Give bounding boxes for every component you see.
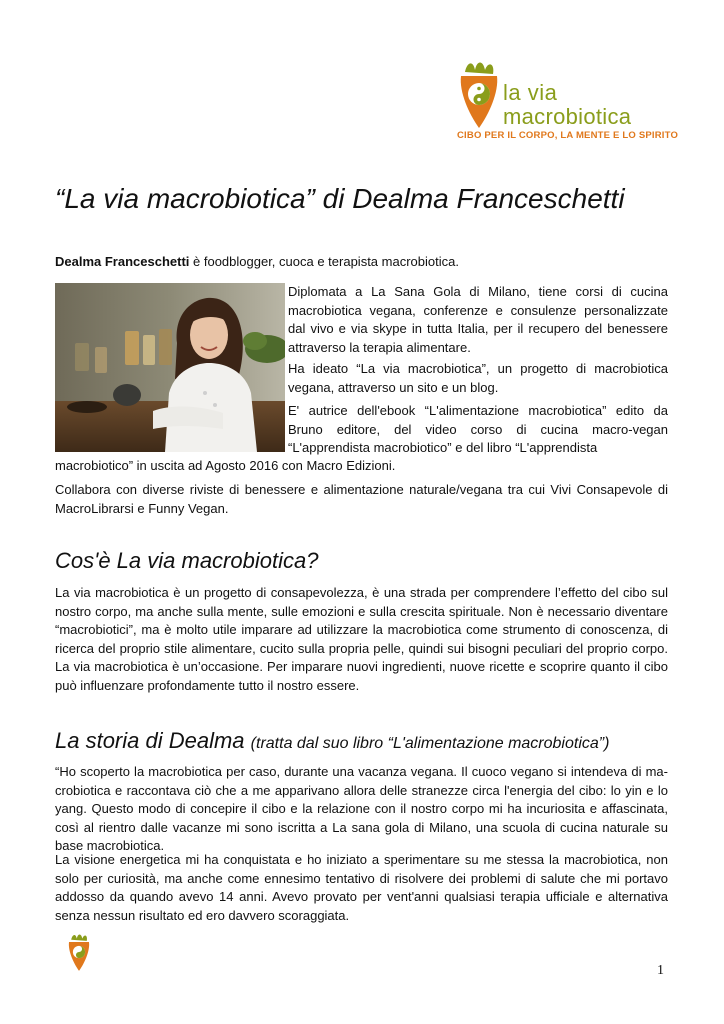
section2-heading-main: La storia di Dealma [55,728,245,753]
page-title: “La via macrobiotica” di Dealma Franceschetti [55,183,625,214]
logo-text-line2: macrobiotica [503,104,632,129]
section-heading-cos-e: Cos'è La via macrobiotica? [55,548,319,573]
section2-subheading: (tratta dal suo libro “L'alimentazione macrobiotica”) [250,735,610,752]
intro-rest: è foodblogger, cuoca e terapista macrobiotica. [189,254,459,269]
author-photo [55,283,285,452]
section1-body: La via macrobiotica è un progetto di consapevolezza, è una strada per comprendere l’effetto del cibo sul nostro corpo, ma anche sulla mente, sulle emozioni e sulla crescita spirituale. Non è necessario diventare “macrobiotici”, ma è molto utile imparare ad utilizzare la macrobiotica come strumento di conoscenza, di ricerca del proprio stile alimentare, cucito sulla propria pelle, quindi sui bisogni peculiari del proprio corpo. La via macrobiotica è un’occasione. Per imparare nuovi ingredienti, nuove ricette e scoprire quanto il cibo può influenzare profondamente tutto il nostro essere. [55,585,668,693]
logo-text-line1: la via [503,80,558,105]
bio-paragraph-4: Collabora con diverse riviste di benessere e alimentazione naturale/vegana tra cui Vivi Consapevole di MacroLibrarsi e Funny Vegan. [55,482,668,516]
logo-tagline: CIBO PER IL CORPO, LA MENTE E LO SPIRITO [457,130,679,141]
section-heading-storia [55,728,609,754]
bio-paragraph-2: Ha ideato “La via macrobiotica”, un progetto di macrobiotica vegana, attraverso un sito e un blog. [288,361,668,395]
bio-paragraph-1: Diplomata a La Sana Gola di Milano, tiene corsi di cucina macrobiotica vegana, conferenze e consulenze personalizzate dal vivo e via skype in tutta Italia, per il recupero del benessere attraverso la terapia alimentare. [288,284,668,355]
footer-carrot-icon [65,932,93,972]
carrot-logo-icon [455,58,503,130]
section2-body-1: “Ho scoperto la macrobiotica per caso, durante una vacanza vegana. Il cuoco vegano si intendeva di ma-crobiotica e raccontava ciò che a me apparivano allora delle stranezze circa l'energia del cibo: lo yin e lo yang. Questo modo di concepire il cibo e la relazione con il nostro corpo mi ha incuriosita e affascinata, così al rientro dalle vacanze mi sono iscritta a La sana gola di Milano, una scuola di cucina naturale su base macrobiotica. [55,764,668,854]
bio-paragraph-3: E' autrice dell'ebook “L'alimentazione macrobiotica” edito da Bruno editore, del video corso di cucina macro-vegan “L'apprendista macrobiotico” e del libro “L'apprendista [288,403,668,456]
section2-body-2: La visione energetica mi ha conquistata e ho iniziato a sperimentare su me stessa la macrobiotica, non solo per curiosità, ma anche come ennesimo tentativo di risolvere dei problemi di salute che mi portavo addosso da quando avevo 14 anni. Avevo provato per vent'anni qualsiasi terapia ufficiale e alternativa senza nessun risultato ed ero davvero scoraggiata. [55,852,668,923]
intro-line [55,253,675,272]
author-name: Dealma Franceschetti [55,254,190,269]
brand-logo [455,58,679,146]
bio-paragraph-3-cont: macrobiotico” in uscita ad Agosto 2016 con Macro Edizioni. [55,458,396,473]
page-number: 1 [657,963,664,978]
